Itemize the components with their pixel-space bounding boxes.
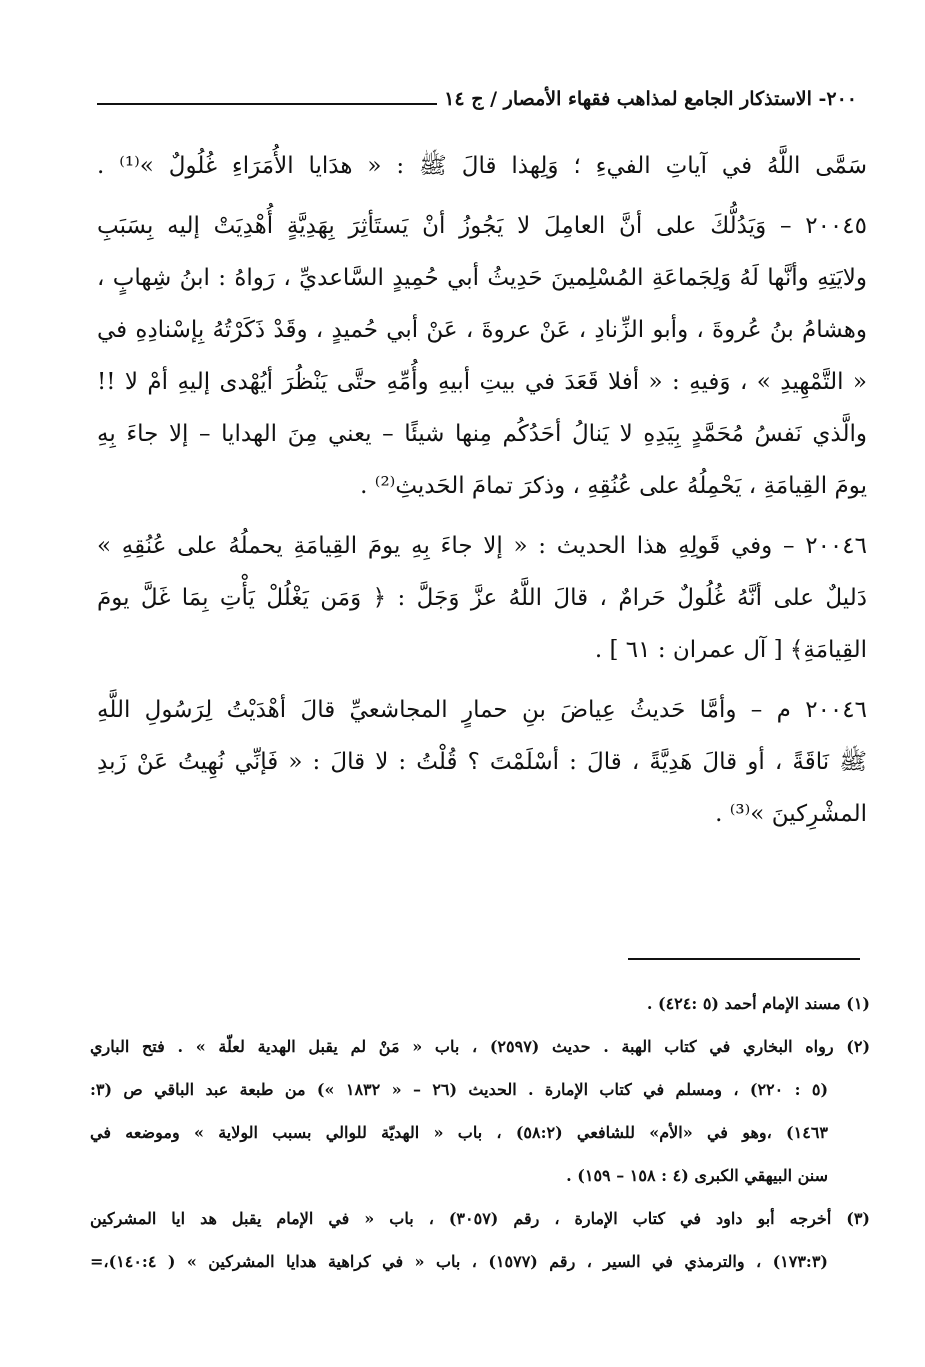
text-line: ٢٠٠٤٦ م – وأمَّا حَديثُ عِياضَ بنِ حمارٍ المجاشعيِّ قالَ أهْدَيْتُ لِرَسُولِ اللَّهِ <box>97 697 867 723</box>
text-line: يومَ القِيامَةِ ، يَحْمِلُهُ على عُنُقِهِ ، وذكرَ تمامَ الحَديثِ⁽²⁾ . <box>360 473 867 499</box>
footnote-line: (٣) أخرجه أبو داود في كتاب الإمارة ، رقم (٣٠٥٧) ، باب « في الإمام يقبل هد ايا المشركين <box>90 1209 870 1228</box>
text-line: والَّذي نَفسُ مُحَمَّدٍ بِيَدِهِ لا يَنالُ أحَدُكُم مِنها شيئًا – يعني مِنَ الهدايا – إلا جاءَ بِهِ <box>97 421 867 447</box>
text-line: المشْرِكينَ »⁽³⁾ . <box>715 801 867 827</box>
text-line: ٢٠٠٤٥ – وَيَدُلُّكَ على أنَّ العامِلَ لا يَجُوزُ أنْ يَستَأثِرَ بِهَدِيَّةٍ أُهْدِيَتْ إليه بِسَبَبِ <box>97 213 867 239</box>
footnote-line: سنن البيهقي الكبرى (٤ : ١٥٨ – ١٥٩) . <box>566 1166 828 1185</box>
text-line: ولايَتِهِ وأنَّها لَهُ وَلِجَماعَةِ المُسْلِمينَ حَدِيثُ أبي حُمِيدٍ السَّاعديِّ ، رَواهُ : ابنُ شِهابٍ ، <box>97 265 867 291</box>
footnote-line: (١) مسند الإمام أحمد (٥ :٤٢٤) . <box>646 994 870 1013</box>
footnote-line: ١٤٦٣) ،وهو في «الأم» للشافعي (٥٨:٢) ، باب « الهديّة للوالي بسبب الولاية » وموضعه في <box>90 1123 828 1142</box>
footnote-line: (٥ : ٢٢٠) ، ومسلم في كتاب الإمارة . الحديث (٢٦ – « ١٨٣٢ ») من طبعة عبد الباقي ص (٣: <box>90 1080 829 1099</box>
text-line: دَليلٌ على أنَّهُ غُلُولٌ حَرامٌ ، قالَ اللَّهُ عزَّ وَجَلَّ : ﴿ وَمَن يَغْلُلْ يَأْتِ بِمَا غَلَّ يومَ <box>97 585 867 611</box>
footnote-rule <box>628 958 860 960</box>
footnote-line: (١٧٣:٣) ، والترمذي في السير ، رقم (١٥٧٧) ، باب « في كراهية هدايا المشركين » ( ١٤٠:٤)،= <box>90 1252 828 1271</box>
footnotes <box>90 982 870 1283</box>
text-line: القِيامَةِ﴾ [ آل عمران : ٦١ ] . <box>594 637 867 663</box>
text-line: سَمَّى اللَّهُ في آياتِ الفيءِ ؛ وَلِهذا قالَ ﷺ : « هدَايا الأُمَرَاءِ غُلُولٌ »⁽¹⁾ . <box>97 153 867 179</box>
text-line: « التَّمْهِيدِ » ، وَفيهِ : « أفلا قَعَدَ في بيتِ أبيهِ وأُمِّهِ حتَّى يَنْظُرَ أيُهْدى إليهِ أمْ لا !! <box>97 369 867 395</box>
text-line: ٢٠٠٤٦ – وفي قَولِهِ هذا الحديث : « إلا جاءَ بِهِ يومَ القِيامَةِ يحملُهُ على عُنُقِهِ » <box>97 533 867 559</box>
footnote-line: (٢) رواه البخاري في كتاب الهبة . حديث (٢٥٩٧) ، باب « مَنْ لم يقبل الهدية لعلّة » . فتح الباري <box>90 1037 870 1056</box>
header-rule <box>97 103 437 105</box>
text-line: ﷺ نَاقَةً ، أو قالَ هَدِيَّةً ، قالَ : أسْلَمْتَ ؟ قُلْتُ : لا قالَ : « فَإنِّي نُهِيتُ عَنْ زَبدِ <box>97 749 867 775</box>
main-text <box>97 140 867 840</box>
text-line: وهشامُ بنُ عُروةَ ، وأبو الزِّنادِ ، عَنْ عروةَ ، عَنْ أبي حُميدٍ ، وقَدْ ذَكَرْتُهُ بِإسْنادِهِ في <box>97 317 867 343</box>
running-head: ٢٠٠- الاستذكار الجامع لمذاهب فقهاء الأمصار / ج ١٤ <box>444 88 857 110</box>
